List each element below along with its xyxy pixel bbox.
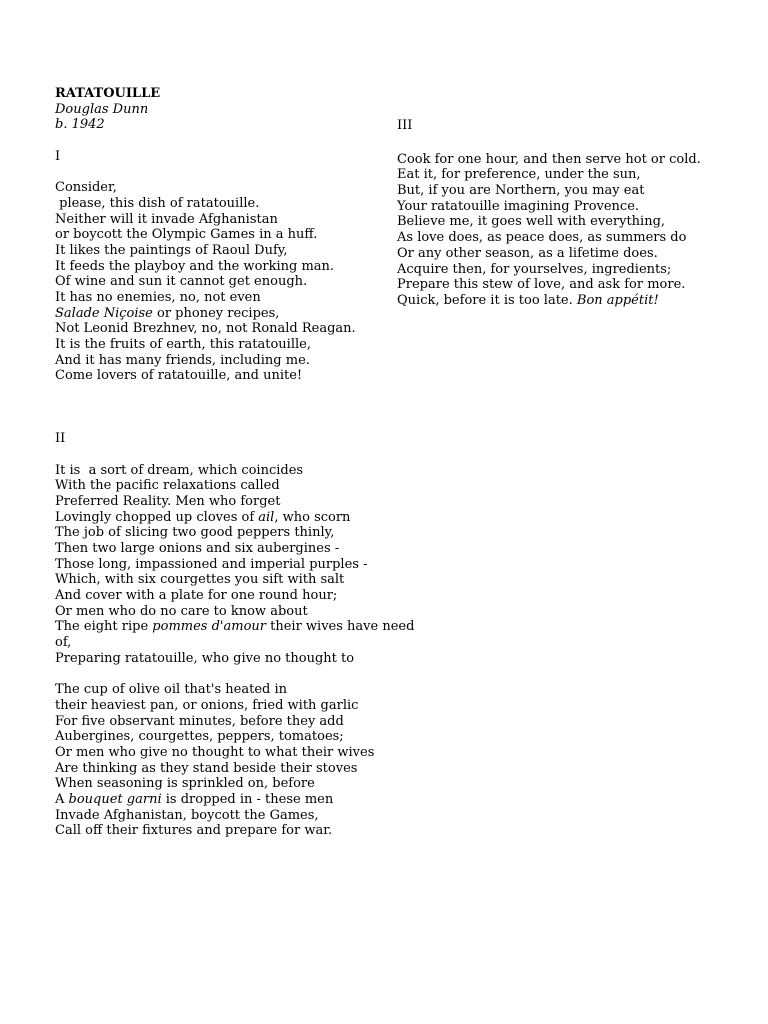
- poem-line: Eat it, for preference, under the sun,: [397, 167, 641, 183]
- section-heading-ii: II: [55, 431, 66, 447]
- poem-line: Acquire then, for yourselves, ingredients;: [397, 261, 672, 277]
- poem-line: It has no enemies, no, not even: [55, 289, 261, 305]
- poem-line: It is a sort of dream, which coincides: [55, 462, 304, 478]
- poem-line: Of wine and sun it cannot get enough.: [55, 274, 308, 290]
- poem-author-born: b. 1942: [55, 117, 105, 133]
- poem-line: Aubergines, courgettes, peppers, tomatoes;: [55, 729, 344, 745]
- poem-line: Cook for one hour, and then serve hot or cold.: [397, 151, 701, 167]
- poem-line: As love does, as peace does, as summers do: [397, 230, 687, 246]
- poem-line: And it has many friends, including me.: [55, 352, 310, 368]
- poem-line: Neither will it invade Afghanistan: [55, 211, 278, 227]
- poem-line: or boycott the Olympic Games in a huff.: [55, 227, 318, 243]
- poem-line: And cover with a plate for one round hour;: [55, 588, 338, 603]
- poem-line: Believe me, it goes well with everything,: [397, 214, 666, 230]
- poem-line: The job of slicing two good peppers thinly,: [55, 525, 335, 541]
- section-ii-lines: [55, 462, 415, 840]
- poem-line: A bouquet garni is dropped in - these men: [55, 791, 334, 807]
- poem-line: For five observant minutes, before they add: [55, 713, 344, 729]
- poem-line: [55, 666, 400, 682]
- poem-line: Lovingly chopped up cloves of ail, who scorn: [55, 509, 351, 525]
- poem-line: It likes the paintings of Raoul Dufy,: [55, 242, 288, 258]
- poem-line: Not Leonid Brezhnev, no, not Ronald Reagan.: [55, 321, 356, 337]
- poem-line: Salade Niçoise or phoney recipes,: [55, 305, 280, 321]
- poem-line: of,: [55, 635, 72, 651]
- poem-title: RATATOUILLE: [55, 86, 161, 101]
- left-column: [55, 86, 415, 839]
- section-iii-lines: [397, 152, 747, 309]
- poem-author: Douglas Dunn: [55, 101, 149, 117]
- poem-line: The cup of olive oil that's heated in: [55, 682, 288, 698]
- poem-line: Or men who do no care to know about: [55, 603, 308, 619]
- poem-line: It feeds the playboy and the working man.: [55, 258, 335, 274]
- poem-line: It is the fruits of earth, this ratatouille,: [55, 337, 311, 352]
- poem-line: Call off their fixtures and prepare for war.: [55, 823, 333, 839]
- poem-line: Or any other season, as a lifetime does.: [397, 245, 658, 261]
- poem-line: The eight ripe pommes d'amour their wives have need: [55, 619, 415, 635]
- section-heading-iii: III: [397, 118, 413, 133]
- section-i-lines: [55, 180, 400, 384]
- poem-line: Preparing ratatouille, who give no thought to: [55, 650, 355, 666]
- poem-line: With the pacific relaxations called: [55, 478, 280, 494]
- poem-line: Invade Afghanistan, boycott the Games,: [55, 807, 319, 823]
- poem-line: Quick, before it is too late. Bon appétit!: [397, 292, 659, 308]
- poem-line: When seasoning is sprinkled on, before: [55, 776, 315, 792]
- poem-line: Consider,: [55, 180, 117, 196]
- poem-line: Which, with six courgettes you sift with salt: [55, 572, 345, 588]
- right-column: [397, 118, 747, 309]
- poem-line: Those long, impassioned and imperial purples -: [55, 556, 368, 572]
- poem-line: Preferred Reality. Men who forget: [55, 493, 281, 509]
- poem-line: Or men who give no thought to what their wives: [55, 744, 375, 760]
- poem-line: Come lovers of ratatouille, and unite!: [55, 368, 303, 384]
- section-heading-i: I: [55, 148, 61, 164]
- poem-line: Then two large onions and six aubergines -: [55, 540, 340, 556]
- poem-line: please, this dish of ratatouille.: [55, 195, 260, 211]
- poem-line: Prepare this stew of love, and ask for more.: [397, 277, 686, 293]
- poem-line: Are thinking as they stand beside their stoves: [55, 760, 358, 776]
- poem-line: their heaviest pan, or onions, fried with garlic: [55, 697, 359, 713]
- poem-line: But, if you are Northern, you may eat: [397, 183, 645, 199]
- poem-line: Your ratatouille imagining Provence.: [397, 198, 640, 214]
